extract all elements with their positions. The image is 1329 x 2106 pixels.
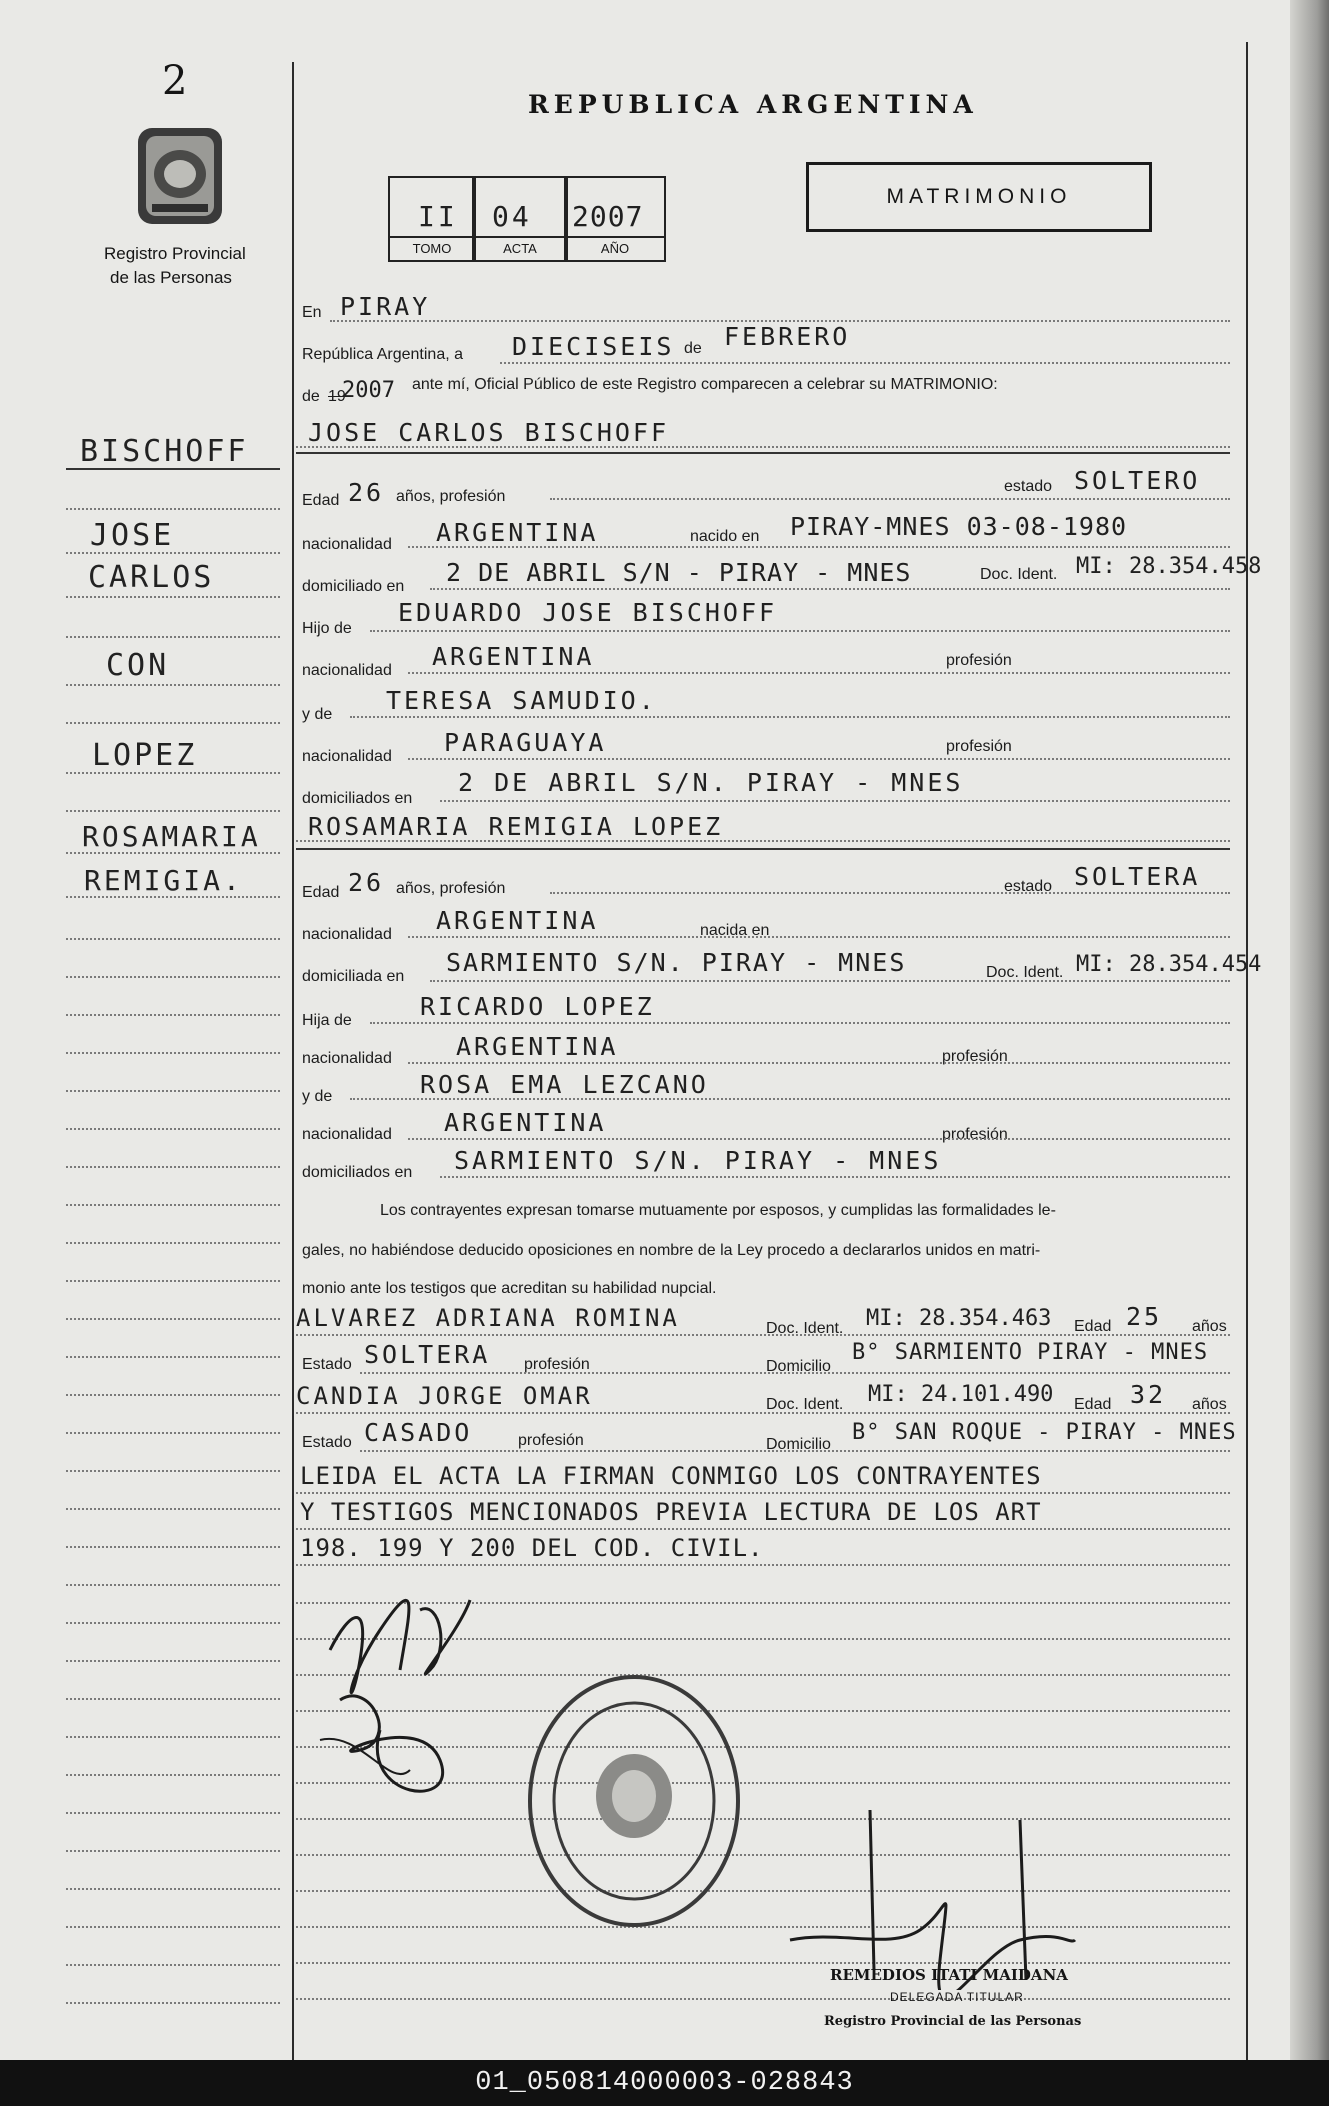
- year-printed: 19: [328, 388, 346, 405]
- closing-line3-rule: [296, 1564, 1230, 1566]
- label-witness2-anos: años: [1192, 1396, 1227, 1413]
- closing-line3: 198. 199 Y 200 DEL COD. CIVIL.: [300, 1534, 764, 1562]
- margin-dotted-line: [66, 1166, 280, 1168]
- label-groom-father-nat: nacionalidad: [302, 662, 392, 679]
- margin-note-given1: JOSE: [90, 518, 175, 553]
- anio-value: 2007: [572, 200, 644, 233]
- intro-text: ante mí, Oficial Público de este Registro comparecen a celebrar su MATRIMONIO:: [412, 376, 998, 393]
- label-groom-yde: y de: [302, 706, 333, 723]
- groom-doc: MI: 28.354.458: [1076, 554, 1262, 579]
- margin-dotted-line: [66, 1394, 280, 1396]
- anio-label: AÑO: [600, 241, 630, 256]
- margin-dotted-line: [66, 976, 280, 978]
- tomo-value: II: [418, 200, 458, 233]
- label-groom-nacionalidad: nacionalidad: [302, 536, 392, 553]
- label-witness1-profesion: profesión: [524, 1356, 590, 1373]
- groom-birth: PIRAY-MNES 03-08-1980: [790, 512, 1128, 541]
- margin-dotted-line: [66, 1318, 280, 1320]
- bride-name-line: [296, 840, 1230, 842]
- margin-dotted-line: [66, 1698, 280, 1700]
- label-witness2-doc: Doc. Ident.: [766, 1396, 844, 1413]
- margin-dotted-line: [66, 1622, 280, 1624]
- witness1-line: [296, 1334, 1230, 1336]
- declaration-line3: monio ante los testigos que acreditan su habilidad nupcial.: [302, 1280, 717, 1297]
- label-bride-domiciliada: domiciliada en: [302, 968, 405, 985]
- label-groom-anos-profesion: años, profesión: [396, 488, 506, 505]
- label-bride-nacionalidad: nacionalidad: [302, 926, 392, 943]
- bride-address: SARMIENTO S/N. PIRAY - MNES: [446, 948, 907, 977]
- groom-nac-line: [408, 546, 1230, 548]
- label-groom-hijo: Hijo de: [302, 620, 352, 637]
- margin-dotted-line: [66, 1128, 280, 1130]
- margin-note-con: CON: [106, 648, 170, 683]
- margin-dotted-line: [66, 810, 280, 812]
- label-witness1-doc: Doc. Ident.: [766, 1320, 844, 1337]
- margin-dotted-line: [66, 852, 280, 854]
- margin-dotted-line: [66, 1850, 280, 1852]
- tomo-label: TOMO: [412, 241, 452, 256]
- margin-dotted-line: [66, 1470, 280, 1472]
- bride-name: ROSAMARIA REMIGIA LOPEZ: [308, 812, 724, 841]
- bride-age: 26: [348, 868, 385, 897]
- witness1-name: ALVAREZ ADRIANA ROMINA: [296, 1304, 680, 1332]
- groom-mother-nat-line: [408, 758, 1230, 760]
- witness2-doc: MI: 24.101.490: [868, 1382, 1054, 1407]
- margin-dotted-line: [66, 552, 280, 554]
- official-seal: [524, 1670, 744, 1932]
- signatures-scribble: [300, 1590, 500, 1810]
- groom-address: 2 DE ABRIL S/N - PIRAY - MNES: [446, 558, 912, 587]
- label-bride-parents-dom: domiciliados en: [302, 1164, 413, 1181]
- label-bride-father-nat: nacionalidad: [302, 1050, 392, 1067]
- groom-mother-line: [350, 716, 1230, 718]
- bride-nac-line: [408, 936, 1230, 938]
- witness2-estado-line: [360, 1450, 1230, 1452]
- year-written: 2007: [342, 378, 395, 403]
- ceremony-place: PIRAY: [340, 292, 431, 321]
- acta-label: ACTA: [503, 241, 537, 256]
- margin-dotted-line: [66, 1432, 280, 1434]
- margin-note-bride-given1: ROSAMARIA: [82, 820, 261, 853]
- groom-name-line: [296, 446, 1230, 448]
- bride-mother-line: [350, 1098, 1230, 1100]
- bride-estado: SOLTERA: [1074, 862, 1201, 891]
- ruled-line: [296, 1818, 1230, 1820]
- margin-dotted-line: [66, 1660, 280, 1662]
- witness1-estado-line: [360, 1372, 1230, 1374]
- ruled-line: [296, 1854, 1230, 1856]
- margin-dotted-line: [66, 1052, 280, 1054]
- witness1-estado: SOLTERA: [364, 1340, 491, 1369]
- declaration-line2: gales, no habiéndose deducido oposiciones en nombre de la Ley procedo a declararlos unidos en matri-: [302, 1242, 1041, 1259]
- margin-note-bride-given2: REMIGIA.: [84, 864, 243, 897]
- official-name: REMEDIOS ITATI MAIDANA: [830, 1966, 1068, 1984]
- groom-parents-address: 2 DE ABRIL S/N. PIRAY - MNES: [458, 768, 964, 797]
- label-witness1-anos: años: [1192, 1318, 1227, 1335]
- ceremony-day: DIECISEIS: [512, 332, 675, 361]
- margin-dotted-line: [66, 722, 280, 724]
- groom-name: JOSE CARLOS BISCHOFF: [308, 418, 670, 447]
- label-groom-nacido: nacido en: [690, 528, 760, 545]
- label-de-month: de: [684, 340, 702, 357]
- groom-father-line: [370, 630, 1230, 632]
- groom-father: EDUARDO JOSE BISCHOFF: [398, 598, 778, 627]
- bride-father: RICARDO LOPEZ: [420, 992, 655, 1021]
- official-agency: Registro Provincial de las Personas: [824, 2014, 1082, 2029]
- declaration-line1: Los contrayentes expresan tomarse mutuamente por esposos, y cumplidas las formalidades le-: [380, 1202, 1056, 1219]
- label-bride-doc: Doc. Ident.: [986, 964, 1064, 981]
- groom-mother-nationality: PARAGUAYA: [444, 728, 607, 757]
- witness2-age: 32: [1130, 1380, 1167, 1409]
- witness1-doc: MI: 28.354.463: [866, 1306, 1052, 1331]
- right-margin-border: [1246, 42, 1248, 2060]
- label-groom-mother-prof: profesión: [946, 738, 1012, 755]
- box-caption-rule: [388, 236, 664, 238]
- acta-value: 04: [492, 200, 532, 233]
- margin-dotted-line: [66, 1774, 280, 1776]
- label-witness2-edad: Edad: [1074, 1396, 1112, 1413]
- groom-father-nat-line: [408, 672, 1230, 674]
- margin-dotted-line: [66, 1204, 280, 1206]
- margin-dotted-line: [66, 1242, 280, 1244]
- groom-age: 26: [348, 478, 385, 507]
- margin-dotted-line: [66, 1280, 280, 1282]
- ruled-line: [296, 1890, 1230, 1892]
- groom-father-nationality: ARGENTINA: [432, 642, 595, 671]
- witness2-domicilio: B° SAN ROQUE - PIRAY - MNES: [852, 1420, 1237, 1445]
- groom-nationality: ARGENTINA: [436, 518, 599, 547]
- witness1-domicilio: B° SARMIENTO PIRAY - MNES: [852, 1340, 1209, 1365]
- margin-dotted-line: [66, 1546, 280, 1548]
- margin-dotted-line: [66, 1736, 280, 1738]
- margin-dotted-line: [66, 508, 280, 510]
- margin-dotted-line: [66, 1356, 280, 1358]
- label-groom-doc: Doc. Ident.: [980, 566, 1058, 583]
- label-groom-edad: Edad: [302, 492, 340, 509]
- witness2-line: [296, 1412, 1230, 1414]
- bride-mother: ROSA EMA LEZCANO: [420, 1070, 709, 1099]
- closing-line2-rule: [296, 1528, 1230, 1530]
- margin-note-underline: [66, 468, 280, 470]
- margin-dotted-line: [66, 1888, 280, 1890]
- bride-dom-line: [430, 980, 1230, 982]
- label-witness1-estado: Estado: [302, 1356, 352, 1373]
- margin-dotted-line: [66, 684, 280, 686]
- margin-dotted-line: [66, 2002, 280, 2004]
- label-bride-nacida: nacida en: [700, 922, 770, 939]
- date-line: [500, 362, 1230, 364]
- witness2-estado: CASADO: [364, 1418, 473, 1447]
- margin-dotted-line: [66, 772, 280, 774]
- bride-doc: MI: 28.354.454: [1076, 952, 1262, 977]
- groom-parents-line: [440, 800, 1230, 802]
- label-bride-edad: Edad: [302, 884, 340, 901]
- label-republica: República Argentina, a: [302, 346, 463, 363]
- label-groom-father-prof: profesión: [946, 652, 1012, 669]
- label-witness2-profesion: profesión: [518, 1432, 584, 1449]
- margin-dotted-line: [66, 1014, 280, 1016]
- bride-parents-line: [440, 1176, 1230, 1178]
- coat-of-arms-emblem: [134, 124, 226, 228]
- margin-dotted-line: [66, 1584, 280, 1586]
- label-de-year: de: [302, 388, 320, 405]
- margin-note-given2: CARLOS: [88, 560, 215, 595]
- official-signature-scribble: [780, 1800, 1080, 1990]
- margin-note-bride-surname: LOPEZ: [92, 738, 198, 773]
- margin-dotted-line: [66, 1508, 280, 1510]
- agency-name-line2: de las Personas: [110, 268, 232, 287]
- label-groom-parents-dom: domiciliados en: [302, 790, 413, 807]
- groom-mother: TERESA SAMUDIO.: [386, 686, 657, 715]
- margin-dotted-line: [66, 896, 280, 898]
- official-title: DELEGADA TITULAR: [890, 1990, 1024, 2004]
- margin-dotted-line: [66, 1964, 280, 1966]
- ruled-line: [296, 1998, 1230, 2000]
- label-groom-domiciliado: domiciliado en: [302, 578, 405, 595]
- ruled-line: [296, 1926, 1230, 1928]
- label-witness1-domicilio: Domicilio: [766, 1358, 831, 1375]
- witness1-age: 25: [1126, 1302, 1163, 1331]
- bride-nationality: ARGENTINA: [436, 906, 599, 935]
- label-bride-estado: estado: [1004, 878, 1053, 895]
- bride-edad-line: [550, 892, 1230, 894]
- label-bride-anos-profesion: años, profesión: [396, 880, 506, 897]
- label-bride-yde: y de: [302, 1088, 333, 1105]
- label-witness2-estado: Estado: [302, 1434, 352, 1451]
- label-groom-estado: estado: [1004, 478, 1053, 495]
- label-witness2-domicilio: Domicilio: [766, 1436, 831, 1453]
- country-heading: REPUBLICA ARGENTINA: [528, 90, 978, 119]
- witness2-name: CANDIA JORGE OMAR: [296, 1382, 593, 1410]
- closing-line1: LEIDA EL ACTA LA FIRMAN CONMIGO LOS CONTRAYENTES: [300, 1462, 1042, 1490]
- groom-dom-line: [430, 588, 1230, 590]
- closing-line2: Y TESTIGOS MENCIONADOS PREVIA LECTURA DE LOS ART: [300, 1498, 1042, 1526]
- closing-line1-rule: [296, 1492, 1230, 1494]
- margin-dotted-line: [66, 636, 280, 638]
- label-en: En: [302, 304, 322, 321]
- agency-name-line1: Registro Provincial: [104, 244, 246, 263]
- bride-mother-nat-line: [408, 1138, 1230, 1140]
- bride-father-line: [370, 1022, 1230, 1024]
- label-witness1-edad: Edad: [1074, 1318, 1112, 1335]
- label-bride-father-prof: profesión: [942, 1048, 1008, 1065]
- margin-dotted-line: [66, 1926, 280, 1928]
- margin-dotted-line: [66, 596, 280, 598]
- ruled-line: [296, 1962, 1230, 1964]
- footer-code: 01_050814000003-028843: [0, 2060, 1329, 2106]
- margin-note-surname: BISCHOFF: [80, 434, 249, 469]
- margin-dotted-line: [66, 1812, 280, 1814]
- label-groom-mother-nat: nacionalidad: [302, 748, 392, 765]
- groom-edad-line: [550, 498, 1230, 500]
- page-number: 2: [162, 58, 188, 104]
- bride-mother-nationality: ARGENTINA: [444, 1108, 607, 1137]
- margin-dotted-line: [66, 1090, 280, 1092]
- bride-name-rule: [296, 848, 1230, 850]
- act-type-label: MATRIMONIO: [886, 185, 1072, 208]
- ceremony-month: FEBRERO: [724, 322, 851, 351]
- groom-estado: SOLTERO: [1074, 466, 1201, 495]
- label-bride-hija: Hija de: [302, 1012, 352, 1029]
- label-bride-mother-nat: nacionalidad: [302, 1126, 392, 1143]
- act-type-box: [806, 162, 1152, 232]
- left-margin-border: [292, 62, 294, 2060]
- bride-father-nat-line: [408, 1062, 1230, 1064]
- margin-dotted-line: [66, 938, 280, 940]
- bride-father-nationality: ARGENTINA: [456, 1032, 619, 1061]
- bride-parents-address: SARMIENTO S/N. PIRAY - MNES: [454, 1146, 942, 1175]
- groom-name-rule: [296, 452, 1230, 454]
- label-bride-mother-prof: profesión: [942, 1126, 1008, 1143]
